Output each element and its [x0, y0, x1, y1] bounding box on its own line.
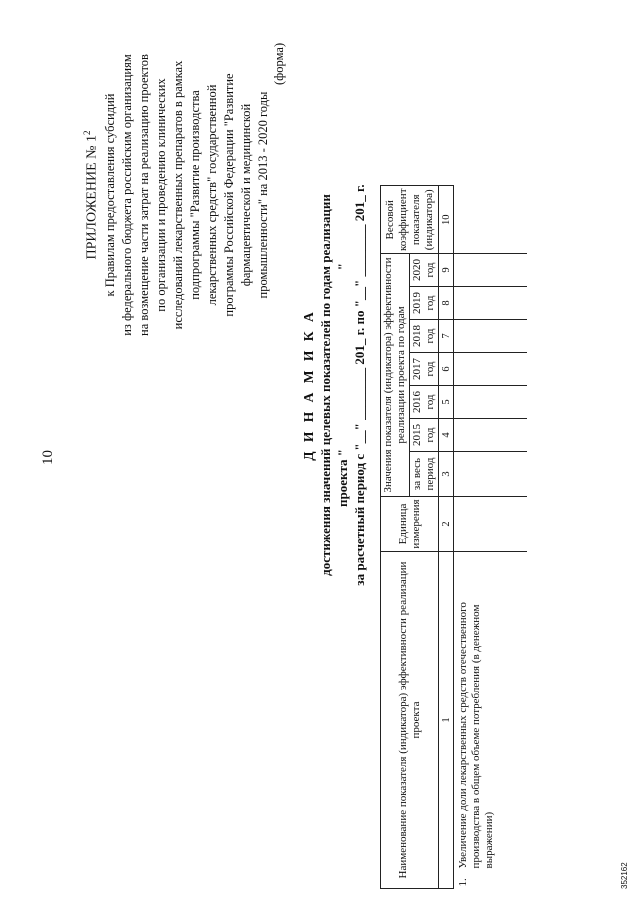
indicator-name-cell — [454, 552, 528, 889]
header-year: 2017 год — [410, 353, 439, 386]
appendix-line: исследований лекарственных препаратов в рамках — [170, 60, 185, 330]
indicators-table — [380, 186, 527, 890]
page-number: 10 — [40, 450, 56, 465]
header-year: 2020 год — [410, 254, 439, 287]
table-row — [454, 186, 528, 889]
year-cell — [454, 287, 528, 320]
form-note: (форма) — [272, 42, 286, 85]
column-number: 5 — [439, 386, 454, 419]
column-number: 10 — [439, 186, 454, 254]
appendix-line: из федерального бюджета российским организациям — [119, 54, 134, 336]
year-cell — [454, 419, 528, 452]
header-name: Наименование показателя (индикатора) эффективности реализации проекта — [381, 552, 439, 889]
appendix-line: подпрограммы "Развитие производства — [187, 90, 202, 300]
column-number: 1 — [439, 552, 454, 889]
appendix-line: лекарственных средств" государственной — [204, 84, 219, 306]
year-cell — [454, 254, 528, 287]
heading-project-line: проекта " " — [335, 263, 350, 507]
year-cell — [454, 353, 528, 386]
column-number: 6 — [439, 353, 454, 386]
document-code: 352162 — [620, 862, 629, 889]
column-number: 3 — [439, 452, 454, 497]
all-period-cell — [454, 452, 528, 497]
appendix-title: ПРИЛОЖЕНИЕ № $1^2$ — [82, 130, 100, 260]
document-heading — [300, 0, 368, 785]
table-column-numbers-row — [439, 186, 454, 889]
header-year: 2019 год — [410, 287, 439, 320]
row-number: 1. — [457, 878, 469, 887]
appendix-line: по организации и проведению клинических — [153, 78, 168, 312]
weight-cell — [454, 186, 528, 254]
appendix-line: промышленности" на 2013 - 2020 годы — [255, 91, 270, 299]
header-year: 2015 год — [410, 419, 439, 452]
column-number: 7 — [439, 320, 454, 353]
column-number: 2 — [439, 497, 454, 552]
table-header-row — [381, 186, 410, 889]
unit-cell — [454, 497, 528, 552]
column-number: 8 — [439, 287, 454, 320]
header-weight: Весовой коэффициент показателя (индикатора) — [381, 186, 439, 254]
header-all-period: за весь период — [410, 452, 439, 497]
appendix-line: к Правилам предоставления субсидий — [102, 93, 117, 297]
header-values-group: Значения показателя (индикатора) эффективности реализации проекта по годам — [381, 254, 410, 497]
heading-line: достижения значений целевых показателей по годам реализации — [318, 194, 333, 576]
year-cell — [454, 320, 528, 353]
year-cell — [454, 386, 528, 419]
header-unit: Единица измерения — [381, 497, 439, 552]
header-year: 2016 год — [410, 386, 439, 419]
heading-period-line: за расчетный период с "__" ________ 201_ г. по "__" ________ 201_ г. — [352, 184, 367, 586]
appendix-line: программы Российской Федерации "Развитие — [221, 73, 236, 317]
appendix-block — [78, 25, 272, 365]
indicator-name: Увеличение доли лекарственных средств отечественного производства в общем объеме потребления (в денежном выражении) — [457, 602, 495, 869]
appendix-line: на возмещение части затрат на реализацию проектов — [136, 54, 151, 336]
header-year: 2018 год — [410, 320, 439, 353]
appendix-line: фармацевтической и медицинской — [238, 103, 253, 287]
heading-title: Д И Н А М И К А — [301, 309, 316, 461]
column-number: 4 — [439, 419, 454, 452]
column-number: 9 — [439, 254, 454, 287]
